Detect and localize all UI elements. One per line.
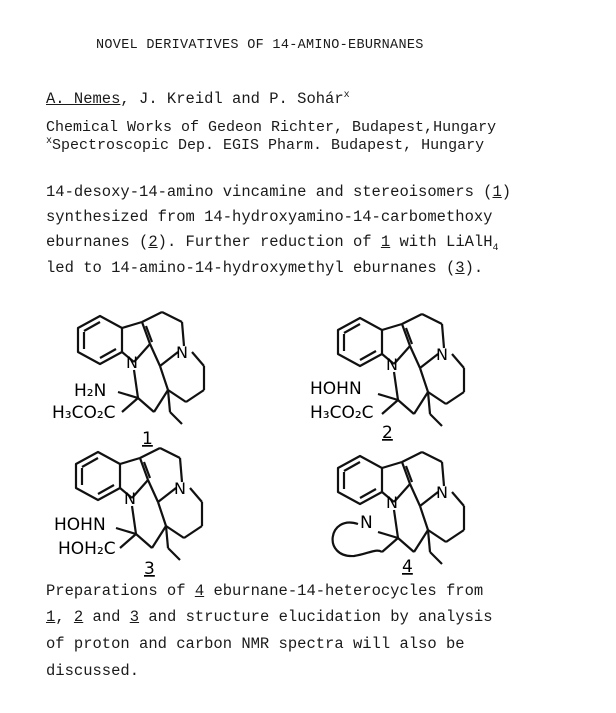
compound-ref-3: 3 (129, 608, 140, 626)
closing-text: and structure elucidation by analysis (139, 608, 493, 626)
atom-label: N (126, 353, 138, 372)
compound-ref-2: 2 (148, 233, 158, 251)
compound-ref-2: 2 (73, 608, 84, 626)
abstract-text: 14-desoxy-14-amino vincamine and stereoisomers ( (46, 183, 493, 201)
substituent-2: H₃CO₂C (52, 403, 116, 423)
abstract-text: with LiAlH (390, 233, 493, 251)
substituent-1: H₂N (74, 381, 107, 401)
abstract-text: ) (501, 183, 512, 201)
atom-label: N (436, 483, 448, 502)
substituent-2: H₃CO₂C (310, 403, 374, 423)
compound-ref-1: 1 (492, 183, 502, 201)
author-affiliation-mark: x (343, 90, 350, 101)
structure-3 (54, 448, 202, 579)
abstract-line-2: synthesized from 14-hydroxyamino-14-carbomethoxy (46, 208, 493, 226)
atom-label: N (386, 355, 398, 374)
closing-text: and (83, 608, 130, 626)
co-authors: , J. Kreidl and P. Sohár (120, 90, 344, 109)
atom-label: N (174, 479, 186, 498)
structure-number: 4 (402, 557, 413, 577)
heterocycle-n-label: N (360, 513, 373, 533)
affiliation-2-text: Spectroscopic Dep. EGIS Pharm. Budapest, Hungary (52, 137, 485, 154)
abstract-text: ). (464, 259, 484, 277)
presenting-author: A. Nemes (46, 90, 121, 109)
abstract-line-4 (46, 259, 483, 277)
compound-ref-4: 4 (194, 582, 205, 600)
heterocycle-ring (333, 523, 382, 557)
structures-figure (0, 300, 616, 580)
substituent-1: HOHN (310, 379, 362, 399)
affiliation-2 (46, 136, 484, 154)
affiliation-mark: x (46, 136, 53, 147)
abstract-text: led to 14-amino-14-hydroxymethyl eburnanes ( (46, 259, 456, 277)
closing-line-4: discussed. (46, 662, 140, 680)
paper-title: NOVEL DERIVATIVES OF 14-AMINO-EBURNANES (96, 38, 424, 53)
subscript: 4 (492, 243, 499, 255)
closing-line-2 (46, 608, 493, 626)
structure-2 (310, 314, 464, 443)
abstract-line-3 (46, 233, 499, 254)
affiliation-1: Chemical Works of Gedeon Richter, Budapest,Hungary (46, 119, 497, 136)
closing-line-1 (46, 582, 483, 600)
atom-label: N (386, 493, 398, 512)
compound-ref-1: 1 (380, 233, 391, 251)
substituent-2: HOH₂C (58, 539, 116, 559)
atom-label: N (436, 345, 448, 364)
atom-label: N (176, 343, 188, 362)
structure-number: 1 (142, 429, 153, 449)
abstract-text: ). Further reduction of (157, 233, 381, 251)
structure-number: 3 (144, 559, 155, 579)
structure-number: 2 (382, 423, 393, 443)
compound-ref-3: 3 (455, 259, 465, 277)
abstract-line-1 (46, 183, 511, 201)
abstract-text: eburnanes ( (46, 233, 149, 251)
closing-line-3: of proton and carbon NMR spectra will also be (46, 635, 465, 653)
structure-1 (52, 312, 204, 449)
substituent-1: HOHN (54, 515, 106, 535)
closing-text: Preparations of (46, 582, 195, 600)
closing-text: , (55, 608, 74, 626)
structure-4 (333, 452, 464, 577)
author-line (46, 90, 350, 108)
closing-text: eburnane-14-heterocycles from (204, 582, 484, 600)
atom-label: N (124, 489, 136, 508)
compound-ref-1: 1 (46, 608, 56, 626)
